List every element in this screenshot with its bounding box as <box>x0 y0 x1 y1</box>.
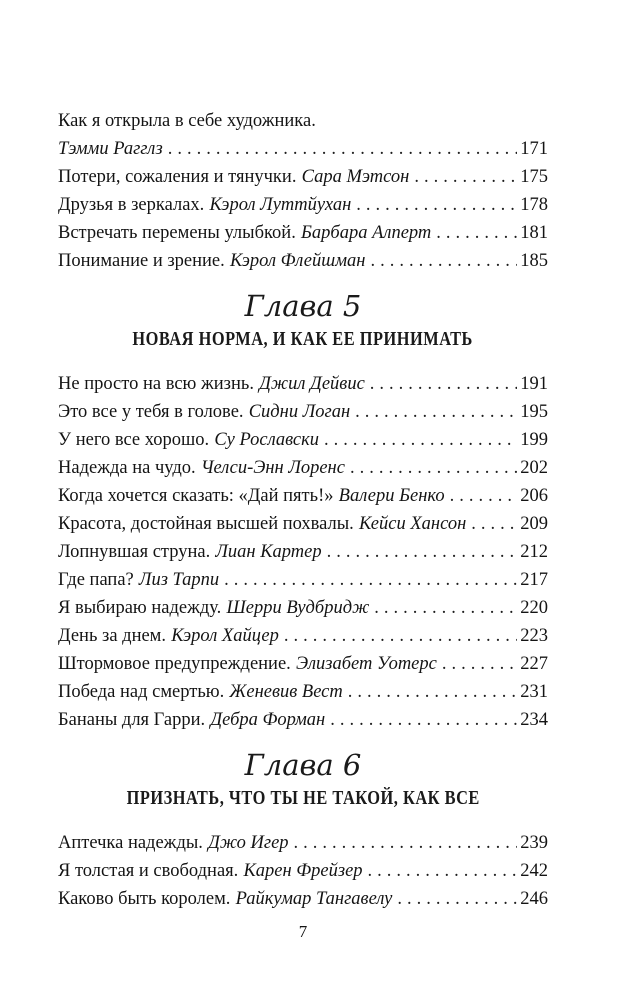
entry-author: Кэрол Хайцер <box>171 626 279 646</box>
entry-title: Как я открыла в себе художника. <box>58 111 316 131</box>
dot-leader <box>356 191 517 219</box>
toc-entry <box>58 885 548 913</box>
toc-entry <box>58 163 548 191</box>
entry-author: Тэмми Рагглз <box>58 139 163 159</box>
entry-title: Понимание и зрение. <box>58 251 225 271</box>
toc <box>58 107 548 913</box>
entry-page-number: 246 <box>520 889 548 909</box>
entry-author-row <box>58 135 548 163</box>
toc-entry <box>58 247 548 275</box>
chapter-heading <box>58 288 548 352</box>
dot-leader <box>324 426 517 454</box>
entry-title: Штормовое предупреждение. <box>58 654 291 674</box>
entry-author: Кейси Хансон <box>358 514 467 534</box>
entry-page-number: 175 <box>520 167 548 187</box>
entry-page-number: 209 <box>520 514 548 534</box>
dot-leader <box>370 370 517 398</box>
dot-leader <box>370 247 517 275</box>
entry-author: Шерри Вудбридж <box>226 598 370 618</box>
entry-page-number: 195 <box>520 402 548 422</box>
entry-page-number: 191 <box>520 374 548 394</box>
entry-title: Я толстая и свободная. <box>58 861 239 881</box>
entry-title: День за днем. <box>58 626 167 646</box>
toc-entry <box>58 650 548 678</box>
entry-author: Карен Фрейзер <box>243 861 363 881</box>
entries-block <box>58 829 548 913</box>
entry-page-number: 217 <box>520 570 548 590</box>
dot-leader <box>442 650 517 678</box>
entry-page-number: 181 <box>520 223 548 243</box>
entry-title-line <box>58 107 548 135</box>
entry-author: Барбара Алперт <box>301 223 432 243</box>
page-number: 7 <box>298 922 308 941</box>
entry-page-number: 239 <box>520 833 548 853</box>
dot-leader <box>327 538 518 566</box>
entry-title: У него все хорошо. <box>58 430 210 450</box>
entry-page-number: 171 <box>520 139 548 159</box>
dot-leader <box>168 135 517 163</box>
entry-title: Лопнувшая струна. <box>58 542 211 562</box>
entry-author: Валери Бенко <box>338 486 445 506</box>
entry-author: Райкумар Тангавелу <box>235 889 393 909</box>
entry-page-number: 199 <box>520 430 548 450</box>
dot-leader <box>436 219 517 247</box>
dot-leader <box>294 829 518 857</box>
chapter-title-text: НОВАЯ НОРМА, И КАК ЕЕ ПРИНИМАТЬ <box>132 329 474 350</box>
toc-entry <box>58 538 548 566</box>
toc-entry <box>58 678 548 706</box>
dot-leader <box>374 594 517 622</box>
toc-entry <box>58 857 548 885</box>
toc-entry <box>58 829 548 857</box>
dot-leader <box>348 678 518 706</box>
entry-title: Победа над смертью. <box>58 682 225 702</box>
entry-author: Сара Мэтсон <box>301 167 410 187</box>
entry-author: Женевив Вест <box>229 682 343 702</box>
toc-entry <box>58 510 548 538</box>
entry-title: Красота, достойная высшей похвалы. <box>58 514 354 534</box>
chapter-label: Глава 5 <box>244 289 362 323</box>
chapter-title-text: ПРИЗНАТЬ, ЧТО ТЫ НЕ ТАКОЙ, КАК ВСЕ <box>126 788 480 809</box>
entry-author: Джил Дейвис <box>259 374 365 394</box>
chapter-title <box>58 329 548 352</box>
dot-leader <box>471 510 517 538</box>
dot-leader <box>368 857 518 885</box>
entries-block <box>58 107 548 275</box>
entry-page-number: 178 <box>520 195 548 215</box>
entry-page-number: 185 <box>520 251 548 271</box>
toc-entry <box>58 426 548 454</box>
entry-title: Когда хочется сказать: «Дай пять!» <box>58 486 334 506</box>
chapter-heading <box>58 747 548 811</box>
entry-page-number: 202 <box>520 458 548 478</box>
entry-page-number: 212 <box>520 542 548 562</box>
entry-title: Где папа? <box>58 570 134 590</box>
entry-author: Кэрол Флейшман <box>229 251 366 271</box>
toc-entry <box>58 219 548 247</box>
entry-author: Элизабет Уотерс <box>295 654 437 674</box>
toc-entry <box>58 482 548 510</box>
entry-author: Су Рославски <box>214 430 320 450</box>
entry-author: Сидни Логан <box>248 402 351 422</box>
entry-title: Я выбираю надежду. <box>58 598 222 618</box>
entry-title: Каково быть королем. <box>58 889 231 909</box>
dot-leader <box>330 706 517 734</box>
entry-title: Это все у тебя в голове. <box>58 402 244 422</box>
entry-title: Аптечка надежды. <box>58 833 203 853</box>
dot-leader <box>224 566 517 594</box>
entry-author: Челси-Энн Лоренс <box>200 458 345 478</box>
entry-title: Друзья в зеркалах. <box>58 195 205 215</box>
entry-title: Не просто на всю жизнь. <box>58 374 254 394</box>
entry-page-number: 234 <box>520 710 548 730</box>
entry-page-number: 220 <box>520 598 548 618</box>
toc-entry <box>58 370 548 398</box>
toc-entry <box>58 454 548 482</box>
toc-entry <box>58 566 548 594</box>
entry-author: Кэрол Луттйухан <box>209 195 352 215</box>
toc-entry <box>58 398 548 426</box>
entry-title: Встречать перемены улыбкой. <box>58 223 296 243</box>
dot-leader <box>397 885 517 913</box>
entries-block <box>58 370 548 734</box>
entry-page-number: 227 <box>520 654 548 674</box>
dot-leader <box>450 482 518 510</box>
toc-entry <box>58 594 548 622</box>
entry-title: Потери, сожаления и тянучки. <box>58 167 297 187</box>
toc-entry <box>58 191 548 219</box>
toc-entry <box>58 706 548 734</box>
toc-entry <box>58 107 548 163</box>
entry-author: Дебра Форман <box>210 710 326 730</box>
entry-author: Джо Игер <box>208 833 289 853</box>
dot-leader <box>414 163 517 191</box>
chapter-title <box>58 788 548 811</box>
toc-entry <box>58 622 548 650</box>
dot-leader <box>350 454 517 482</box>
entry-title: Бананы для Гарри. <box>58 710 206 730</box>
dot-leader <box>284 622 517 650</box>
entry-page-number: 223 <box>520 626 548 646</box>
entry-page-number: 231 <box>520 682 548 702</box>
dot-leader <box>355 398 517 426</box>
entry-author: Лиз Тарпи <box>138 570 220 590</box>
entry-author: Лиан Картер <box>215 542 322 562</box>
chapter-label: Глава 6 <box>244 748 362 782</box>
entry-page-number: 206 <box>520 486 548 506</box>
entry-page-number: 242 <box>520 861 548 881</box>
entry-title: Надежда на чудо. <box>58 458 196 478</box>
